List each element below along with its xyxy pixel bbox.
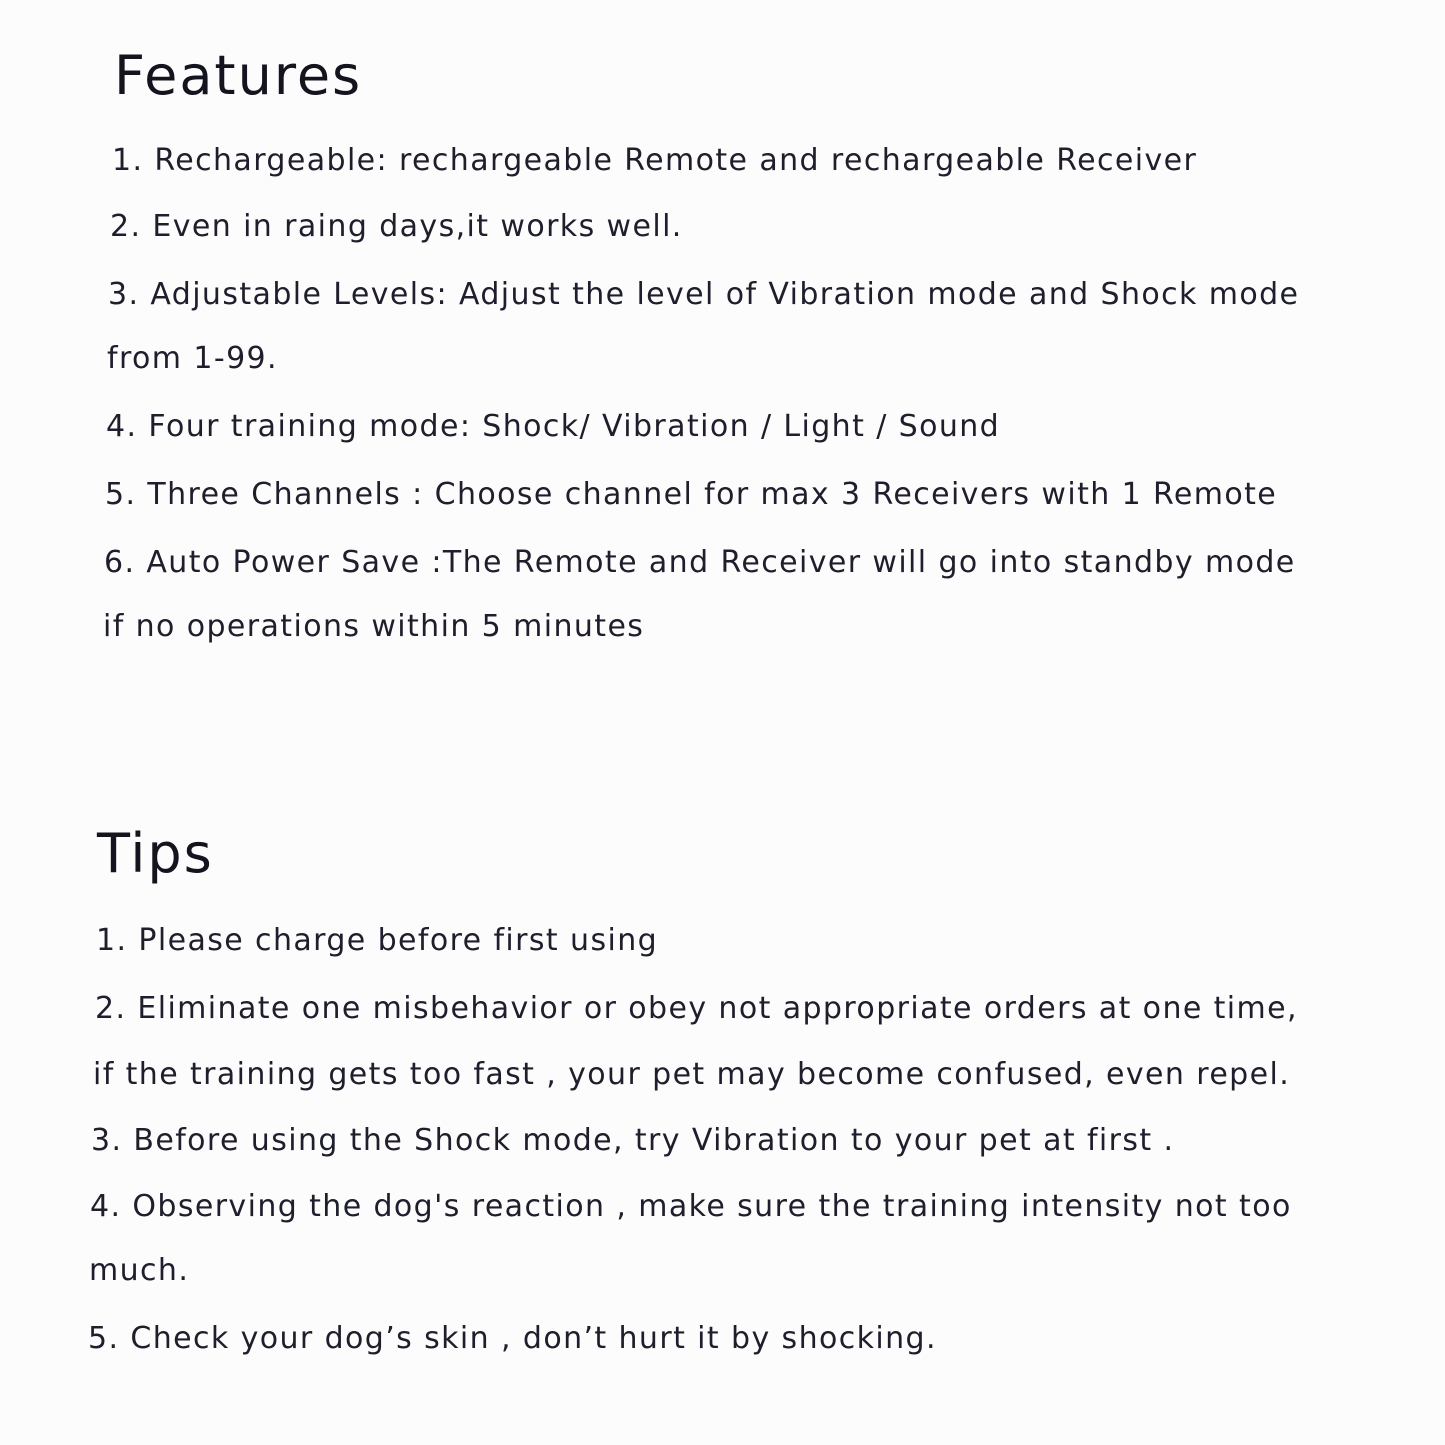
tips-line-2: 2. Eliminate one misbehavior or obey not appropriate orders at one time,	[95, 991, 1298, 1026]
features-line-3: 3. Adjustable Levels: Adjust the level of Vibration mode and Shock mode	[108, 277, 1300, 312]
tips-line-3: 3. Before using the Shock mode, try Vibration to your pet at first .	[91, 1123, 1175, 1158]
features-line-2: 2. Even in raing days,it works well.	[110, 209, 683, 244]
features-line-6-continued: if no operations within 5 minutes	[103, 609, 645, 644]
tips-heading: Tips	[97, 822, 214, 885]
features-line-5: 5. Three Channels : Choose channel for max 3 Receivers with 1 Remote	[105, 477, 1278, 512]
tips-line-4: 4. Observing the dog's reaction , make sure the training intensity not too	[90, 1189, 1292, 1224]
tips-line-4-continued: much.	[89, 1253, 190, 1288]
tips-line-1: 1. Please charge before first using	[96, 923, 659, 958]
features-line-1: 1. Rechargeable: rechargeable Remote and rechargeable Receiver	[112, 143, 1198, 178]
features-heading: Features	[114, 44, 363, 107]
features-line-3-continued: from 1-99.	[107, 341, 278, 376]
tips-line-2-continued: if the training gets too fast , your pet may become confused, even repel.	[93, 1057, 1291, 1092]
features-line-6: 6. Auto Power Save :The Remote and Receiver will go into standby mode	[104, 545, 1296, 580]
tips-line-5: 5. Check your dog’s skin , don’t hurt it by shocking.	[88, 1321, 937, 1356]
features-line-4: 4. Four training mode: Shock/ Vibration / Light / Sound	[106, 409, 1001, 444]
